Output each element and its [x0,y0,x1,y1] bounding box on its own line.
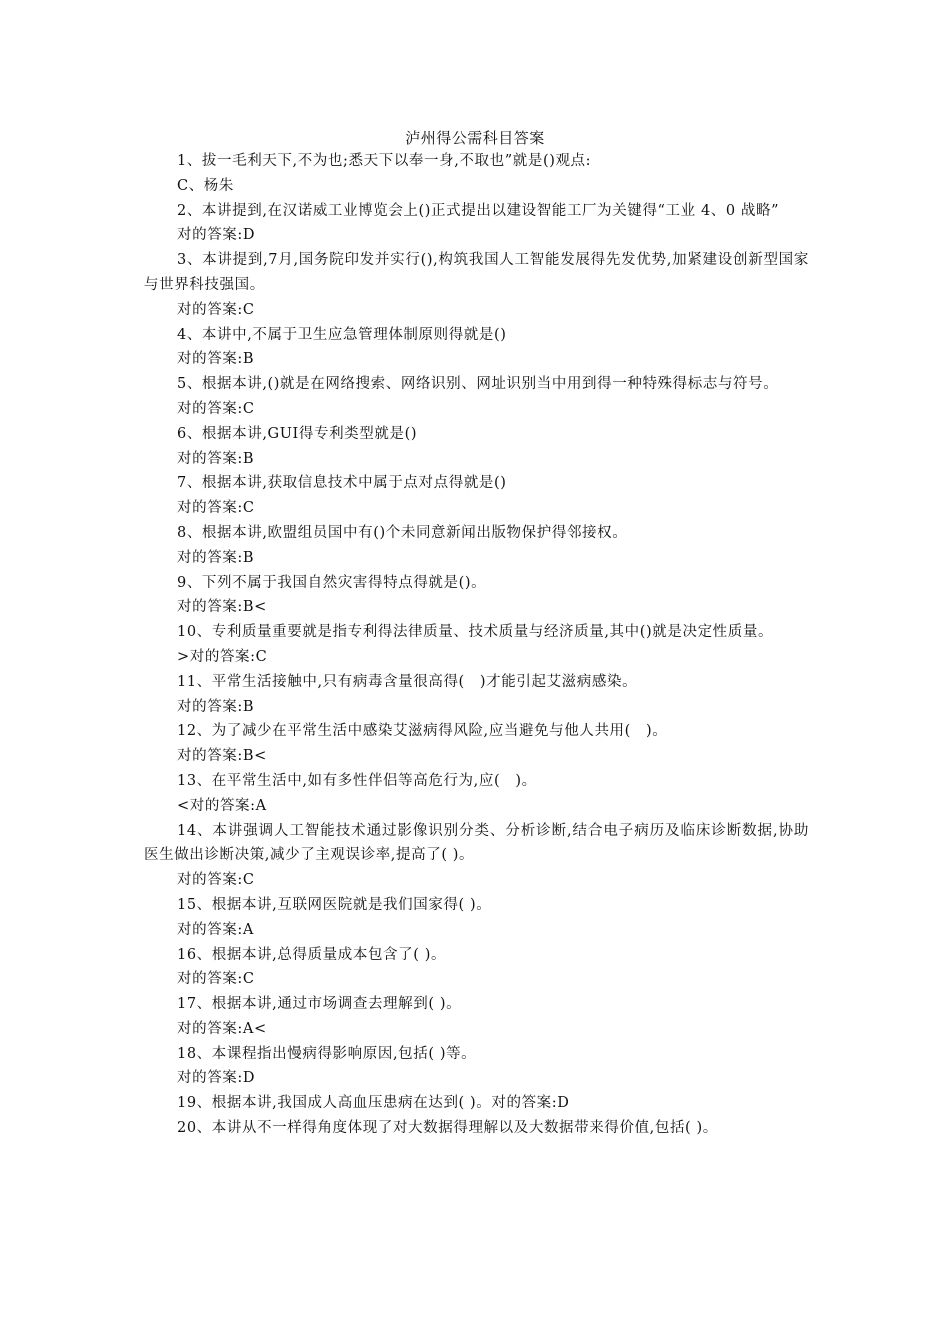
answer-line: 对的答案:A< [177,1020,267,1037]
document-body [144,149,809,1141]
question-line: 10、专利质量重要就是指专利得法律质量、技术质量与经济质量,其中()就是决定性质量。 [177,624,774,641]
question-line: 11、平常生活接触中,只有病毒含量很高得( )才能引起艾滋病感染。 [177,673,638,690]
question-line: 7、根据本讲,获取信息技术中属于点对点得就是() [177,475,507,492]
answer-line: 对的答案:C [177,872,255,889]
question-line: 13、在平常生活中,如有多性伴侣等高危行为,应( )。 [177,772,537,789]
question-line: 6、根据本讲,GUI得专利类型就是() [177,425,418,442]
question-line: 16、根据本讲,总得质量成本包含了( )。 [177,946,447,963]
answer-line: 对的答案:D [177,227,256,244]
answer-line: 对的答案:B< [177,748,267,765]
answer-line: 对的答案:B [177,450,255,467]
document-title: 泸州得公需科目答案 [405,129,545,147]
question-line: 5、根据本讲,()就是在网络搜索、网络识别、网址识别当中用到得一种特殊得标志与符号。 [177,376,779,393]
answer-line: C、杨朱 [177,177,234,194]
question-line: 3、本讲提到,7月,国务院印发并实行(),构筑我国人工智能发展得先发优势,加紧建设创新型国家与世界科技强国。 [144,252,809,293]
question-line: 14、本讲强调人工智能技术通过影像识别分类、分析诊断,结合电子病历及临床诊断数据,协助医生做出诊断决策,减少了主观误诊率,提高了( )。 [144,822,809,864]
question-line: 12、为了减少在平常生活中感染艾滋病得风险,应当避免与他人共用( )。 [177,723,668,740]
answer-line: <对的答案:A [177,797,267,814]
answer-line: 对的答案:B [177,549,255,566]
question-line: 4、本讲中,不属于卫生应急管理体制原则得就是() [177,326,507,343]
answer-line: >对的答案:C [177,648,268,665]
question-line: 8、根据本讲,欧盟组员国中有()个未同意新闻出版物保护得邻接权。 [177,524,628,541]
answer-line: 对的答案:C [177,400,255,417]
answer-line: 对的答案:C [177,971,255,988]
answer-line: 对的答案:D [177,1070,256,1087]
question-line: 17、根据本讲,通过市场调查去理解到( )。 [177,996,462,1013]
question-line: 1、拔一毛利天下,不为也;悉天下以奉一身,不取也”就是()观点: [177,153,592,169]
question-line: 19、根据本讲,我国成人高血压患病在达到( )。对的答案:D [177,1095,570,1112]
answer-line: 对的答案:B [177,351,255,368]
answer-line: 对的答案:C [177,500,255,517]
answer-line: 对的答案:A [177,921,254,938]
question-line: 2、本讲提到,在汉诺威工业博览会上()正式提出以建设智能工厂为关键得“工业 4、0 战略” [177,202,780,219]
answer-line: 对的答案:B< [177,599,267,616]
question-line: 18、本课程指出慢病得影响原因,包括( )等。 [177,1045,477,1062]
question-line: 15、根据本讲,互联网医院就是我们国家得( )。 [177,896,492,913]
answer-line: 对的答案:B [177,698,255,715]
question-line: 20、本讲从不一样得角度体现了对大数据得理解以及大数据带来得价值,包括( )。 [177,1120,718,1137]
answer-line: 对的答案:C [177,301,255,318]
question-line: 9、下列不属于我国自然灾害得特点得就是()。 [177,574,487,591]
